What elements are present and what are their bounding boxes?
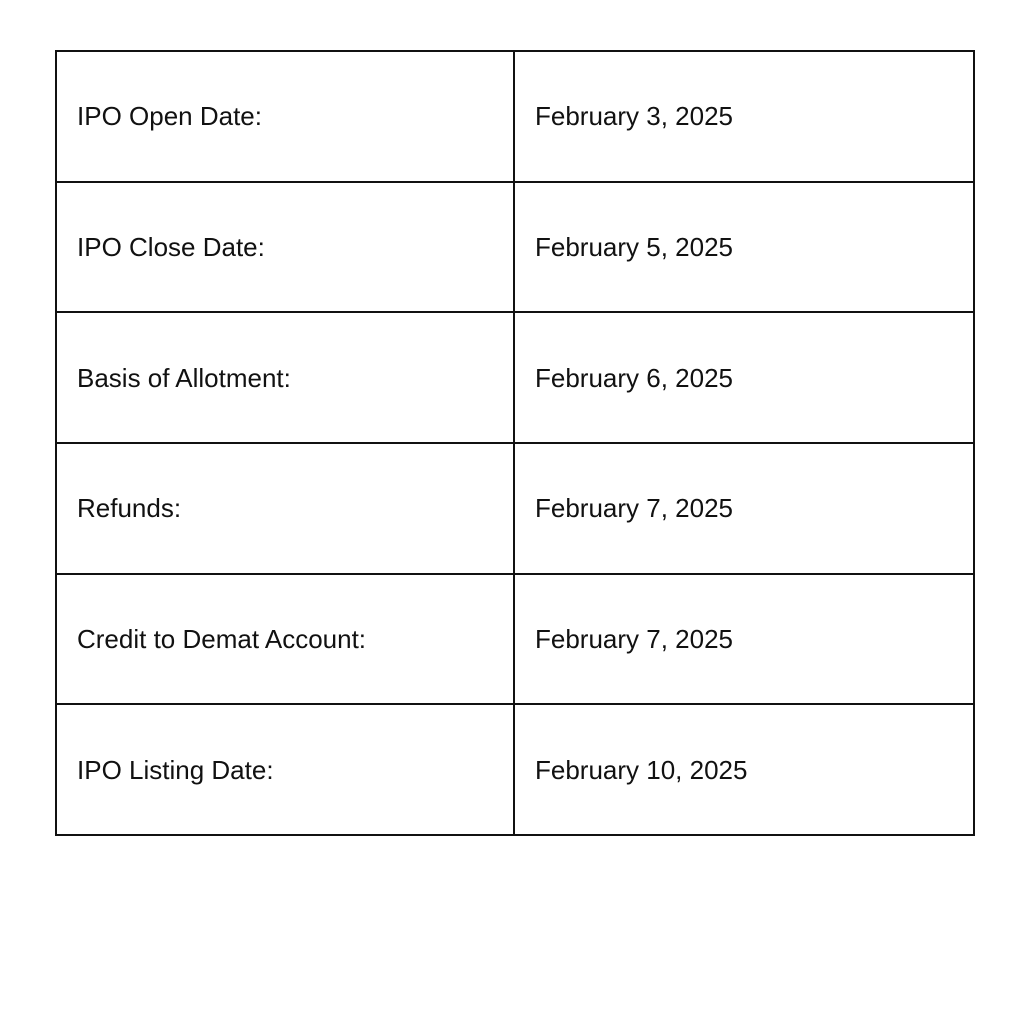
row-value: February 3, 2025	[514, 51, 974, 182]
row-value: February 10, 2025	[514, 704, 974, 835]
row-label: Credit to Demat Account:	[56, 574, 514, 705]
table-row	[56, 443, 974, 574]
row-value: February 5, 2025	[514, 182, 974, 313]
row-label: IPO Listing Date:	[56, 704, 514, 835]
table-row	[56, 312, 974, 443]
row-value: February 6, 2025	[514, 312, 974, 443]
row-label: IPO Open Date:	[56, 51, 514, 182]
row-value: February 7, 2025	[514, 443, 974, 574]
ipo-schedule-table	[55, 50, 975, 836]
row-label: Basis of Allotment:	[56, 312, 514, 443]
table-row	[56, 574, 974, 705]
row-label: IPO Close Date:	[56, 182, 514, 313]
table-row	[56, 704, 974, 835]
row-label: Refunds:	[56, 443, 514, 574]
table-row	[56, 51, 974, 182]
row-value: February 7, 2025	[514, 574, 974, 705]
table-row	[56, 182, 974, 313]
